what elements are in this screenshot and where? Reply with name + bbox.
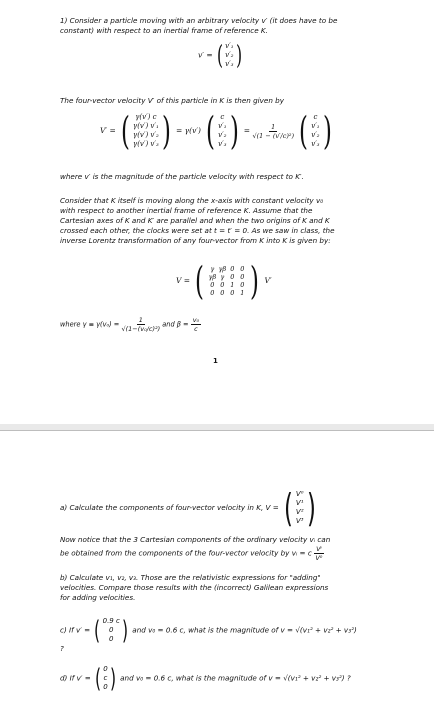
matrix-entry: γβ <box>208 273 217 281</box>
matrix-entry: 0 <box>220 281 225 289</box>
matrix-entry: γ <box>210 265 215 273</box>
velocity-magnitude-note: where v′ is the magnitude of the particle velocity with respect to K′. <box>60 172 304 181</box>
matrix-entry: 0 <box>240 273 245 281</box>
document-page-2 <box>0 430 434 701</box>
question-a-text: a) Calculate the components of four-vector velocity in K, V = <box>60 503 279 512</box>
lorentz-paragraph-line: crossed each other, the clocks were set at t = t′ = 0. As we saw in class, the <box>60 226 335 235</box>
fraction-denominator: c <box>194 325 198 333</box>
matrix-entry: 0 <box>210 281 215 289</box>
fraction-numerator: Vⁱ <box>316 545 322 553</box>
vector-component: γ(v′) c <box>135 113 157 121</box>
vector-component: c <box>103 674 108 682</box>
vector-component: v′₂ <box>225 51 234 59</box>
question-d: d) If v′ = ( 0 c 0 ) and v₀ = 0.6 c, what is the magnitude of v = √(v₁² + v₂² + v₃²) ? <box>60 663 351 694</box>
vector-component: c <box>220 113 225 121</box>
vector-component: v′₃ <box>225 60 234 68</box>
fraction-numerator: 1 <box>271 122 276 131</box>
vector-component: γ(v′) v′₂ <box>133 131 159 139</box>
vector-component: v′₁ <box>218 122 227 130</box>
fraction-denominator: V⁰ <box>315 554 323 562</box>
equation-lhs: V′ = <box>100 126 116 135</box>
equation-gamma-factor: = γ(v′) <box>176 126 201 135</box>
ordinary-velocity-paragraph <box>60 535 388 562</box>
vector-component: V⁰ <box>295 490 304 498</box>
matrix-entry: 0 <box>230 265 235 273</box>
equals-sign: = <box>243 126 251 135</box>
question-b-line: velocities. Compare those results with the (incorrect) Galilean expressions <box>60 583 329 592</box>
equation-lorentz-matrix: V = ( γ γβ 0 0 γβ γ 0 0 0 0 1 0 0 0 0 1 ) V′ <box>176 259 272 303</box>
equation-lhs: v′ = <box>198 50 213 60</box>
equation-velocity-vector: v′ = ( v′₁ v′₂ v′₃ ) <box>198 40 242 71</box>
question-c: c) If v′ = ( 0.9 c 0 0 ) and v₀ = 0.6 c, what is the magnitude of v = √(v₁² + v₂² + v₃²) ? <box>60 617 388 654</box>
matrix-entry: 0 <box>220 289 225 297</box>
vector-component: c <box>313 113 318 121</box>
question-a: a) Calculate the components of four-vector velocity in K, V = ( V⁰ V¹ V² V³ ) <box>60 486 316 530</box>
fraction-numerator: v₀ <box>192 316 200 324</box>
matrix-entry: 1 <box>230 281 235 289</box>
vector-component: 0 <box>109 626 114 634</box>
vector-component: 0 <box>103 683 108 691</box>
question-c-mark: ? <box>60 644 64 653</box>
page-number: 1 <box>213 357 218 365</box>
vector-component: V³ <box>295 517 304 525</box>
lorentz-paragraph-line: inverse Lorentz transformation of any four-vector from K into K is given by: <box>60 236 331 245</box>
lorentz-matrix <box>207 265 247 297</box>
question-d-lead: d) If v′ = <box>60 673 91 683</box>
equation-rhs: V′ <box>264 276 272 285</box>
equation-lhs: V = <box>176 276 191 285</box>
problem-intro-line-2: constant) with respect to an inertial frame of reference K. <box>60 26 268 35</box>
beta-definition-label: and β = <box>162 320 189 329</box>
matrix-entry: 1 <box>240 289 245 297</box>
question-c-lead: c) If v′ = <box>60 625 91 635</box>
vector-component: v′₁ <box>311 122 320 130</box>
vector-component: v′₁ <box>225 42 234 50</box>
gamma-beta-definition <box>60 316 388 333</box>
matrix-entry: γ <box>220 273 225 281</box>
vector-component: v′₂ <box>311 131 320 139</box>
vector-component: 0 <box>103 665 108 673</box>
vector-component: v′₃ <box>311 140 320 148</box>
fraction-denominator: √(1−(v₀/c)²) <box>121 325 161 333</box>
matrix-entry: 0 <box>210 289 215 297</box>
matrix-entry: 0 <box>230 289 235 297</box>
fraction-denominator: √(1 − (v′/c)²) <box>252 131 295 140</box>
lorentz-paragraph-line: with respect to another inertial frame of reference K. Assume that the <box>60 206 313 215</box>
vector-component: 0.9 c <box>102 617 120 625</box>
vector-component: V¹ <box>295 499 304 507</box>
vector-component: v′₂ <box>218 131 227 139</box>
question-b-line: for adding velocities. <box>60 593 136 602</box>
ordinary-velocity-line: be obtained from the components of the four-vector velocity by vᵢ = c <box>60 548 312 558</box>
ordinary-velocity-line: Now notice that the 3 Cartesian components of the ordinary velocity vᵢ can <box>60 535 331 544</box>
question-d-text: and v₀ = 0.6 c, what is the magnitude of v = √(v₁² + v₂² + v₃²) ? <box>120 673 351 683</box>
fraction-numerator: 1 <box>138 316 143 324</box>
equation-four-velocity: V′ = ( γ(v′) c γ(v′) v′₁ γ(v′) v′₂ γ(v′) v′₃ ) = γ(v′) ( c v′₁ v′₂ v′₃ ) = $\frac{1}{\text{√(1 − (v′/c)²)}}$ ( c v′₁ v′₂ v′₃ ) <box>100 109 332 153</box>
lorentz-paragraph-line: Cartesian axes of K and K′ are parallel and when the two origins of K and K <box>60 216 330 225</box>
gamma-definition-label: where γ ≡ γ(v₀) = <box>60 320 120 329</box>
lorentz-paragraph-line: Consider that K itself is moving along the x-axis with constant velocity v₀ <box>60 196 324 205</box>
question-b-line: b) Calculate v₁, v₂, v₃. Those are the relativistic expressions for "adding" <box>60 573 321 582</box>
question-b <box>60 573 388 603</box>
vector-component: γ(v′) v′₃ <box>133 140 159 148</box>
problem-intro-line-1: 1) Consider a particle moving with an arbitrary velocity v′ (it does have to be <box>60 16 338 25</box>
vector-component: 0 <box>109 635 114 643</box>
lorentz-paragraph <box>60 196 388 246</box>
matrix-entry: 0 <box>240 265 245 273</box>
vector-component: V² <box>295 508 304 516</box>
question-c-text: and v₀ = 0.6 c, what is the magnitude of v = √(v₁² + v₂² + v₃²) <box>132 625 357 635</box>
matrix-entry: γβ <box>218 265 227 273</box>
four-velocity-intro: The four-vector velocity V′ of this particle in K is then given by <box>60 96 284 105</box>
matrix-entry: 0 <box>240 281 245 289</box>
matrix-entry: 0 <box>230 273 235 281</box>
problem-intro <box>60 16 388 36</box>
vector-component: v′₃ <box>218 140 227 148</box>
vector-component: γ(v′) v′₁ <box>133 122 159 130</box>
